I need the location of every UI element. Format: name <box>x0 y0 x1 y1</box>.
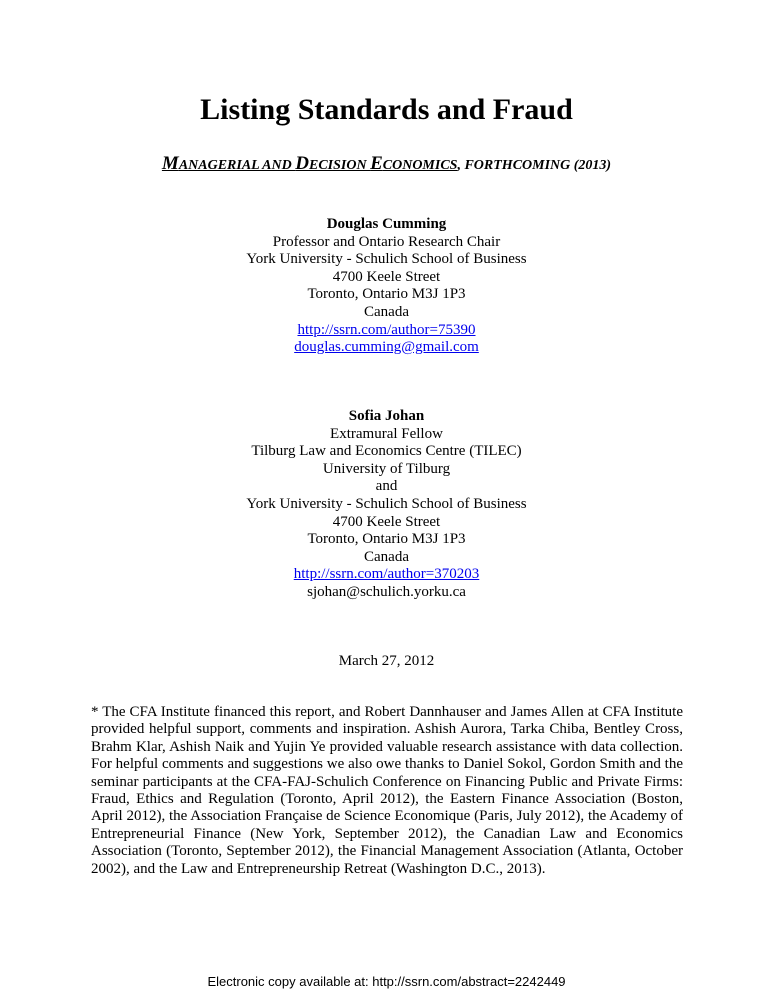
author-affiliation: York University - Schulich School of Business <box>246 251 527 268</box>
author-block-johan <box>0 408 773 602</box>
journal-name <box>162 153 458 174</box>
author-email-link[interactable]: douglas.cumming@gmail.com <box>294 339 479 356</box>
author-affiliation-2: York University - Schulich School of Business <box>246 495 527 512</box>
author-position: Extramural Fellow <box>330 425 443 442</box>
author-name: Sofia Johan <box>348 408 425 424</box>
author-block-cumming <box>0 216 773 357</box>
author-university: University of Tilburg <box>322 460 451 477</box>
paper-title: Listing Standards and Fraud <box>200 93 573 126</box>
author-and: and <box>375 478 398 495</box>
author-ssrn-link[interactable]: http://ssrn.com/author=370203 <box>293 566 480 583</box>
journal-name-d: D <box>295 153 309 174</box>
journal-name-e: E <box>370 153 383 174</box>
journal-name-e-rest: CONOMICS <box>382 158 458 173</box>
journal-name-d-rest: ECISION <box>308 158 371 173</box>
author-email: sjohan@schulich.yorku.ca <box>307 583 466 600</box>
acknowledgement-paragraph: * The CFA Institute financed this report, and Robert Dannhauser and James Allen at CFA Institute provided helpful support, comments and inspiration. Ashish Aurora, Tarka Chiba, Bentley Cross, Brahm Klar, Ashish Naik and Yujin Ye provided valuable research assistance with data collection. For helpful comments and suggestions we also owe thanks to Daniel Sokol, Gordon Smith and the seminar participants at the CFA-FAJ-Schulich Conference on Financing Public and Private Firms: Fraud, Ethics and Regulation (Toronto, April 2012), the Eastern Finance Association (Boston, April 2012), the Association Française de Science Economique (Paris, July 2012), the Academy of Entrepreneurial Finance (New York, September 2012), the Canadian Law and Economics Association (Toronto, September 2012), the Financial Management Association (Atlanta, October 2002), and the Law and Entrepreneurship Retreat (Washington D.C., 2013). <box>91 704 683 877</box>
author-city: Toronto, Ontario M3J 1P3 <box>307 531 466 548</box>
paper-date: March 27, 2012 <box>338 653 435 669</box>
author-street: 4700 Keele Street <box>332 268 441 285</box>
journal-name-m-rest: ANAGERIAL AND <box>178 158 296 173</box>
author-name: Douglas Cumming <box>326 216 447 232</box>
journal-name-m: M <box>161 153 179 174</box>
author-street: 4700 Keele Street <box>332 513 441 530</box>
journal-status: , FORTHCOMING (2013) <box>457 158 612 173</box>
ssrn-footer: Electronic copy available at: http://ssrn.com/abstract=2242449 <box>207 974 566 989</box>
author-ssrn-link[interactable]: http://ssrn.com/author=75390 <box>297 321 476 338</box>
author-country: Canada <box>364 548 409 565</box>
journal-line <box>0 152 773 178</box>
author-affiliation: Tilburg Law and Economics Centre (TILEC) <box>251 443 522 460</box>
author-city: Toronto, Ontario M3J 1P3 <box>307 286 466 303</box>
author-country: Canada <box>364 303 409 320</box>
author-position: Professor and Ontario Research Chair <box>272 233 501 250</box>
